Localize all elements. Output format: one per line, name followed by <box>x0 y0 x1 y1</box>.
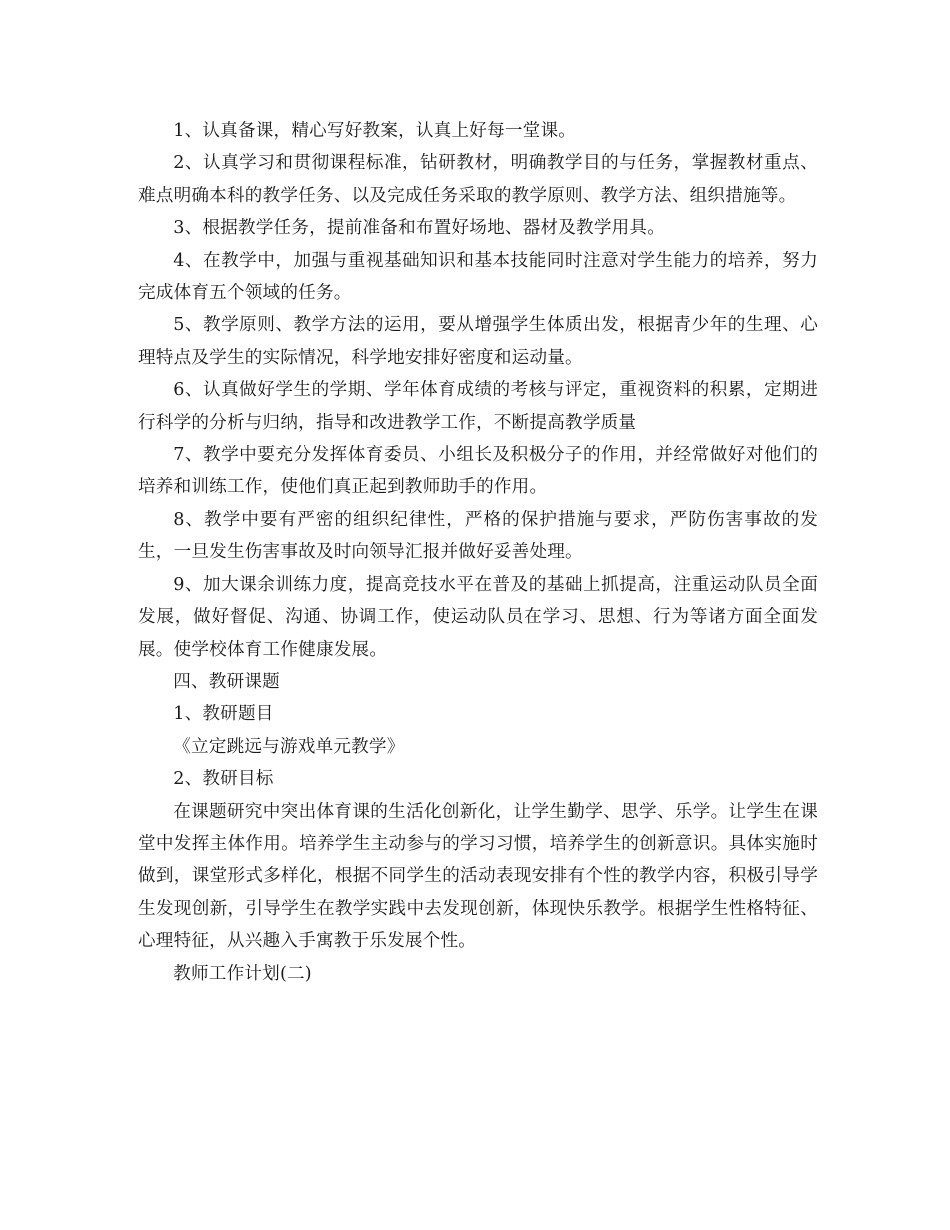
paragraph-item-1: 1、认真备课，精心写好教案，认真上好每一堂课。 <box>173 121 577 141</box>
research-goal-paragraph: 在课题研究中突出体育课的生活化创新化，让学生勤学、思学、乐学。让学生在课堂中发挥主体作用。培养学生主动参与的学习习惯，培养学生的创新意识。具体实施时做到，课堂形式多样化，根据不同学生的活动表现安排有个性的教学内容，积极引导学生发现创新，引导学生在教学实践中去发现创新，体现快乐教学。根据学生性格特征、心理特征，从兴趣入手寓教于乐发展个性。 <box>138 801 818 952</box>
paragraph-item-2: 2、认真学习和贯彻课程标准，钻研教材，明确教学目的与任务，掌握教材重点、难点明确本科的教学任务、以及完成任务采取的教学原则、教学方法、组织措施等。 <box>138 153 818 206</box>
section-heading-research: 四、教研课题 <box>173 671 280 692</box>
research-topic-title: 《立定跳远与游戏单元教学》 <box>173 736 405 757</box>
subheading-research-goal: 2、教研目标 <box>173 769 274 790</box>
subheading-research-topic: 1、教研题目 <box>173 704 274 725</box>
paragraph-item-4: 4、在教学中，加强与重视基础知识和基本技能同时注意对学生能力的培养，努力完成体育五个领域的任务。 <box>138 250 818 304</box>
paragraph-item-6: 6、认真做好学生的学期、学年体育成绩的考核与评定，重视资料的积累，定期进行科学的分析与归纳，指导和改进教学工作，不断提高教学质量 <box>138 380 818 433</box>
paragraph-item-5: 5、教学原则、教学方法的运用，要从增强学生体质出发，根据青少年的生理、心理特点及学生的实际情况，科学地安排好密度和运动量。 <box>138 315 818 368</box>
next-section-title: 教师工作计划(二) <box>173 963 312 984</box>
paragraph-item-7: 7、教学中要充分发挥体育委员、小组长及积极分子的作用，并经常做好对他们的培养和训练工作，使他们真正起到教师助手的作用。 <box>138 445 818 498</box>
document-body <box>138 115 818 990</box>
paragraph-item-9: 9、加大课余训练力度，提高竞技水平在普及的基础上抓提高，注重运动队员全面发展，做好督促、沟通、协调工作，使运动队员在学习、思想、行为等诸方面全面发展。使学校体育工作健康发展。 <box>138 574 818 660</box>
paragraph-item-8: 8、教学中要有严密的组织纪律性，严格的保护措施与要求，严防伤害事故的发生，一旦发生伤害事故及时向领导汇报并做好妥善处理。 <box>138 509 818 563</box>
paragraph-item-3: 3、根据教学任务，提前准备和布置好场地、器材及教学用具。 <box>173 218 666 239</box>
